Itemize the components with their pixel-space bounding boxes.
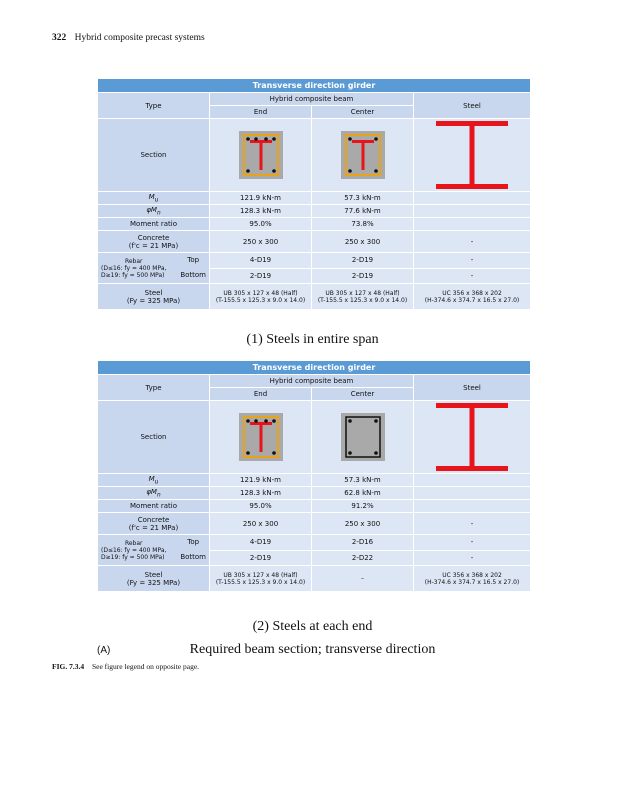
section-center [312, 119, 414, 192]
steel-steel-2: (H-374.6 x 374.7 x 16.5 x 27.0) [424, 578, 520, 586]
type-label: Type [98, 375, 210, 401]
phimn-label: $\varphi M_n$ [98, 487, 210, 500]
spec-table-1 [97, 78, 531, 310]
steel-steel-1: UC 356 x 368 x 202 [442, 571, 502, 579]
section-steel [414, 401, 531, 474]
phimn-center: 62.8 kN-m [312, 487, 414, 500]
section-end [210, 401, 312, 474]
steel-center-1: – [361, 575, 364, 582]
steel-end [210, 566, 312, 592]
spec-table-2 [97, 360, 531, 592]
steel-row-title: Steel [144, 288, 163, 297]
concrete-steel: - [414, 231, 531, 253]
concrete-strength: (f'c = 21 MPa) [128, 241, 179, 250]
section-label: Section [98, 119, 210, 192]
figure-caption [52, 662, 199, 671]
ratio-end: 95.0% [210, 218, 312, 231]
panel-title: Required beam section; transverse direction [189, 642, 436, 657]
concrete-end: 250 x 300 [210, 513, 312, 535]
ratio-center: 91.2% [312, 500, 414, 513]
mu-label: $M_u$ [98, 192, 210, 205]
bottom-steel: - [414, 550, 531, 566]
mu-center: 57.3 kN-m [312, 192, 414, 205]
top-steel: - [414, 253, 531, 269]
rebar-spec-1: (D≤16: fy = 400 MPa, [101, 264, 167, 272]
mu-steel [414, 192, 531, 205]
table-1-caption: (1) Steels in entire span [246, 332, 379, 347]
phimn-end: 128.3 kN-m [210, 205, 312, 218]
rebar-title: Rebar [124, 257, 143, 265]
steel-steel-1: UC 356 x 368 x 202 [442, 289, 502, 297]
top-label: Top [187, 538, 200, 546]
steel-label: Steel [414, 375, 531, 401]
steel-center-1: UB 305 x 127 x 48 (Half) [325, 289, 400, 297]
top-center: 2-D16 [312, 535, 414, 551]
concrete-end: 250 x 300 [210, 231, 312, 253]
figure-caption-text: See figure legend on opposite page. [91, 662, 200, 671]
end-label: End [210, 106, 312, 119]
beam-section-center-diagram [340, 130, 386, 180]
steel-row-label [98, 566, 210, 592]
rebar-label-cell [98, 253, 210, 284]
steel-center [312, 284, 414, 310]
steel-steel [414, 284, 531, 310]
ratio-steel [414, 500, 531, 513]
concrete-title: Concrete [137, 233, 170, 242]
h-section-steel-diagram [432, 403, 512, 471]
bottom-center: 2-D22 [312, 550, 414, 566]
running-title: Hybrid composite precast systems [74, 33, 205, 43]
top-steel: - [414, 535, 531, 551]
steel-end-2: (T-155.5 x 125.3 x 9.0 x 14.0) [215, 578, 306, 586]
steel-end-2: (T-155.5 x 125.3 x 9.0 x 14.0) [215, 296, 306, 304]
concrete-label [98, 513, 210, 535]
rebar-label-cell [98, 535, 210, 566]
mu-end: 121.9 kN-m [210, 192, 312, 205]
concrete-center: 250 x 300 [312, 513, 414, 535]
mu-steel [414, 474, 531, 487]
type-label: Type [98, 93, 210, 119]
end-label: End [210, 388, 312, 401]
moment-ratio-label: Moment ratio [98, 500, 210, 513]
steel-row-title: Steel [144, 570, 163, 579]
top-label: Top [187, 256, 200, 264]
mu-center: 57.3 kN-m [312, 474, 414, 487]
beam-section-center-diagram [340, 412, 386, 462]
steel-row-label [98, 284, 210, 310]
page-header [52, 33, 205, 43]
ratio-steel [414, 218, 531, 231]
beam-section-end-diagram [238, 412, 284, 462]
section-steel [414, 119, 531, 192]
steel-end-1: UB 305 x 127 x 48 (Half) [223, 571, 298, 579]
figure-number: FIG. 7.3.4 [52, 662, 85, 671]
concrete-title: Concrete [137, 515, 170, 524]
steel-steel-2: (H-374.6 x 374.7 x 16.5 x 27.0) [424, 296, 520, 304]
steel-center [312, 566, 414, 592]
hybrid-label: Hybrid composite beam [210, 93, 414, 106]
center-label: Center [312, 106, 414, 119]
steel-end-1: UB 305 x 127 x 48 (Half) [223, 289, 298, 297]
steel-row-strength: (Fy = 325 MPa) [126, 578, 181, 587]
center-label: Center [312, 388, 414, 401]
panel-label: (A) [97, 645, 111, 656]
ratio-end: 95.0% [210, 500, 312, 513]
h-section-steel-diagram [432, 121, 512, 189]
page-number: 322 [52, 33, 67, 43]
top-end: 4-D19 [210, 253, 312, 269]
mu-end: 121.9 kN-m [210, 474, 312, 487]
concrete-center: 250 x 300 [312, 231, 414, 253]
rebar-spec-1: (D≤16: fy = 400 MPa, [101, 546, 167, 554]
phimn-end: 128.3 kN-m [210, 487, 312, 500]
steel-center-2: (T-155.5 x 125.3 x 9.0 x 14.0) [317, 296, 408, 304]
concrete-strength: (f'c = 21 MPa) [128, 523, 179, 532]
bottom-label: Bottom [180, 553, 206, 561]
table-2-caption: (2) Steels at each end [252, 619, 373, 634]
steel-steel [414, 566, 531, 592]
mu-label: $M_u$ [98, 474, 210, 487]
bottom-end: 2-D19 [210, 550, 312, 566]
rebar-spec-2: D≥19: fy = 500 MPa) [101, 271, 165, 279]
table-title: Transverse direction girder [98, 79, 531, 93]
beam-section-end-diagram [238, 130, 284, 180]
hybrid-label: Hybrid composite beam [210, 375, 414, 388]
top-center: 2-D19 [312, 253, 414, 269]
top-end: 4-D19 [210, 535, 312, 551]
rebar-title: Rebar [124, 539, 143, 547]
section-center [312, 401, 414, 474]
phimn-label: $\varphi M_n$ [98, 205, 210, 218]
steel-row-strength: (Fy = 325 MPa) [126, 296, 181, 305]
bottom-label: Bottom [180, 271, 206, 279]
concrete-steel: - [414, 513, 531, 535]
bottom-center: 2-D19 [312, 268, 414, 284]
steel-label: Steel [414, 93, 531, 119]
bottom-end: 2-D19 [210, 268, 312, 284]
ratio-center: 73.8% [312, 218, 414, 231]
section-end [210, 119, 312, 192]
rebar-spec-2: D≥19: fy = 500 MPa) [101, 553, 165, 561]
section-label: Section [98, 401, 210, 474]
bottom-steel: - [414, 268, 531, 284]
moment-ratio-label: Moment ratio [98, 218, 210, 231]
concrete-label [98, 231, 210, 253]
steel-end [210, 284, 312, 310]
phimn-steel [414, 205, 531, 218]
table-title: Transverse direction girder [98, 361, 531, 375]
phimn-center: 77.6 kN-m [312, 205, 414, 218]
phimn-steel [414, 487, 531, 500]
